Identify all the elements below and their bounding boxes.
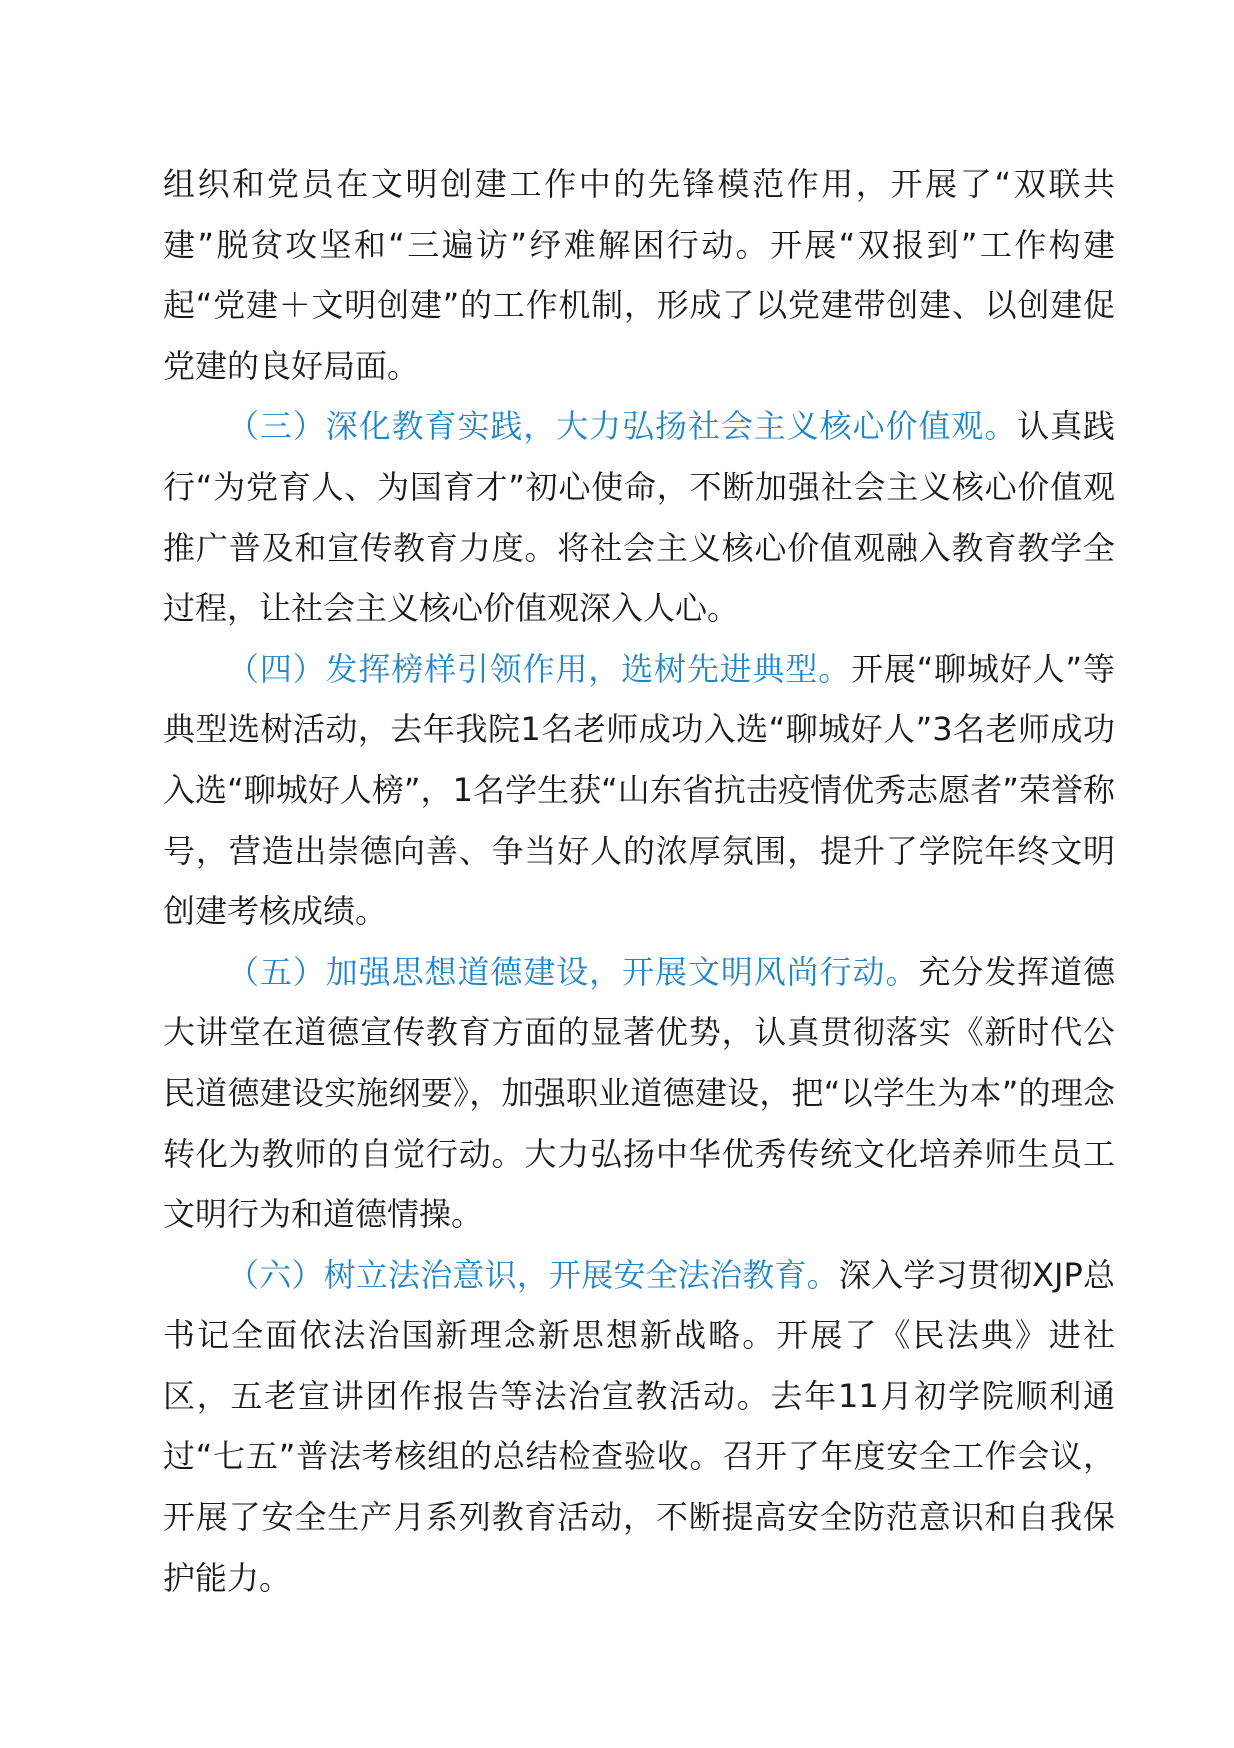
paragraph-section-4 [163,639,1115,942]
paragraph-text: 组织和党员在文明创建工作中的先锋模范作用，开展了“双联共建”脱贫攻坚和“三遍访”纾难解困行动。开展“双报到”工作构建起“党建＋文明创建”的工作机制，形成了以党建带创建、以创建促党建的良好局面。 [163,165,1115,385]
paragraph-section-5 [163,942,1115,1245]
paragraph-section-3 [163,396,1115,638]
section-heading-3: （三）深化教育实践，大力弘扬社会主义核心价值观。 [227,407,1018,446]
section-heading-5: （五）加强思想道德建设，开展文明风尚行动。 [227,952,919,991]
section-heading-6: （六）树立法治意识，开展安全法治教育。 [227,1255,839,1294]
paragraph-continuation [163,154,1115,396]
paragraph-text: 充分发挥道德大讲堂在道德宣传教育方面的显著优势，认真贯彻落实《新时代公民道德建设实施纲要》，加强职业道德建设，把“以学生为本”的理念转化为教师的自觉行动。大力弘扬中华优秀传统文化培养师生员工文明行为和道德情操。 [163,952,1115,1234]
paragraph-text: 认真践行“为党育人、为国育才”初心使命，不断加强社会主义核心价值观推广普及和宣传教育力度。将社会主义核心价值观融入教育教学全过程，让社会主义核心价值观深入人心。 [163,407,1115,628]
section-heading-4: （四）发挥榜样引领作用，选树先进典型。 [227,649,852,688]
document-body [163,154,1115,1608]
paragraph-text: 深入学习贯彻XJP总书记全面依法治国新理念新思想新战略。开展了《民法典》进社区，五老宣讲团作报告等法治宣教活动。去年11月初学院顺利通过“七五”普法考核组的总结检查验收。召开了年度安全工作会议，开展了安全生产月系列教育活动，不断提高安全防范意识和自我保护能力。 [163,1255,1115,1597]
paragraph-section-6 [163,1245,1115,1609]
paragraph-text: 开展“聊城好人”等典型选树活动，去年我院1名老师成功入选“聊城好人”3名老师成功入选“聊城好人榜”，1名学生获“山东省抗击疫情优秀志愿者”荣誉称号，营造出崇德向善、争当好人的浓厚氛围，提升了学院年终文明创建考核成绩。 [163,649,1115,931]
